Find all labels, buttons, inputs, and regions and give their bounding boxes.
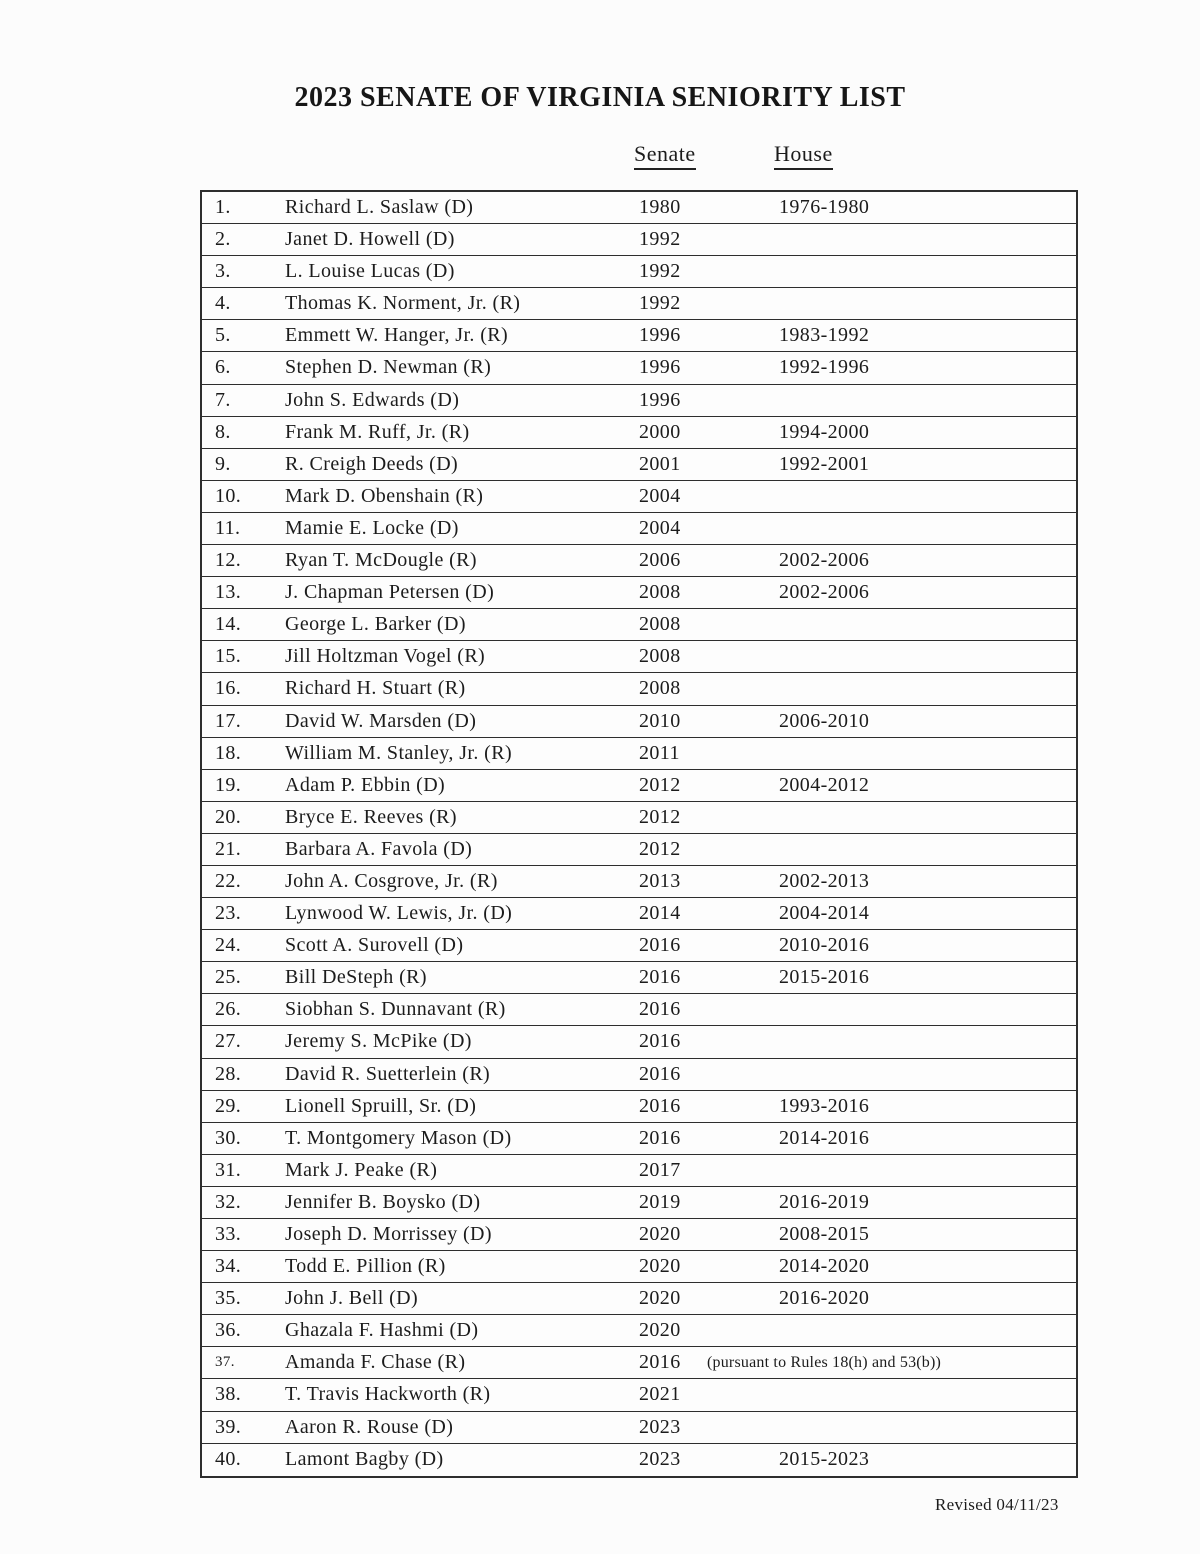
senator-name: Richard L. Saslaw (D) bbox=[285, 196, 474, 218]
house-years: 1992-1996 bbox=[779, 356, 870, 379]
page-title: 2023 SENATE OF VIRGINIA SENIORITY LIST bbox=[294, 82, 906, 113]
table-row bbox=[202, 1123, 1076, 1155]
senate-year: 1996 bbox=[639, 356, 681, 379]
senate-year: 1996 bbox=[639, 324, 681, 347]
senate-year: 2010 bbox=[639, 709, 681, 732]
row-number: 18. bbox=[215, 741, 242, 764]
senate-year: 2016 bbox=[639, 998, 681, 1021]
row-number: 19. bbox=[215, 773, 242, 796]
table-row bbox=[202, 738, 1076, 770]
senate-year: 2011 bbox=[639, 741, 680, 764]
row-number: 11. bbox=[215, 516, 241, 539]
table-row bbox=[202, 866, 1076, 898]
row-number: 21. bbox=[215, 837, 242, 860]
table-row bbox=[202, 1379, 1076, 1411]
table-row bbox=[202, 192, 1076, 224]
senator-name: Adam P. Ebbin (D) bbox=[285, 773, 446, 796]
senate-year: 2001 bbox=[639, 452, 681, 475]
row-number: 3. bbox=[215, 260, 231, 283]
house-years: 2006-2010 bbox=[779, 709, 870, 732]
row-number: 27. bbox=[215, 1030, 242, 1053]
row-number: 35. bbox=[215, 1287, 242, 1310]
revision-date: Revised 04/11/23 bbox=[935, 1495, 1059, 1514]
house-years: 1992-2001 bbox=[779, 452, 870, 475]
senator-name: J. Chapman Petersen (D) bbox=[285, 581, 495, 604]
senate-year: 2004 bbox=[639, 484, 681, 507]
row-number: 22. bbox=[215, 869, 242, 892]
senate-year: 2012 bbox=[639, 837, 681, 860]
senate-year: 1992 bbox=[639, 292, 681, 315]
table-row bbox=[202, 1155, 1076, 1187]
table-row bbox=[202, 256, 1076, 288]
senator-name: John J. Bell (D) bbox=[285, 1287, 419, 1310]
rules-note: (pursuant to Rules 18(h) and 53(b)) bbox=[707, 1354, 942, 1372]
senate-year: 2008 bbox=[639, 677, 681, 700]
senator-name: David W. Marsden (D) bbox=[285, 709, 477, 732]
row-number: 15. bbox=[215, 645, 242, 668]
table-row bbox=[202, 513, 1076, 545]
table-row bbox=[202, 962, 1076, 994]
senator-name: Thomas K. Norment, Jr. (R) bbox=[285, 292, 521, 315]
senator-name: L. Louise Lucas (D) bbox=[285, 260, 455, 283]
senate-year: 2020 bbox=[639, 1319, 681, 1342]
house-years: 1976-1980 bbox=[779, 196, 870, 218]
table-row bbox=[202, 930, 1076, 962]
table-row bbox=[202, 1251, 1076, 1283]
senator-name: Barbara A. Favola (D) bbox=[285, 837, 473, 860]
senator-name: T. Travis Hackworth (R) bbox=[285, 1383, 491, 1406]
senator-name: Mark J. Peake (R) bbox=[285, 1158, 438, 1181]
senate-year: 2016 bbox=[639, 1351, 681, 1374]
senator-name: Bill DeSteph (R) bbox=[285, 966, 427, 989]
senate-year: 2014 bbox=[639, 902, 681, 925]
table-row bbox=[202, 481, 1076, 513]
table-row bbox=[202, 1026, 1076, 1058]
row-number: 37. bbox=[215, 1354, 235, 1371]
house-years: 2016-2020 bbox=[779, 1287, 870, 1310]
row-number: 4. bbox=[215, 292, 231, 315]
column-headers bbox=[0, 141, 1200, 177]
senate-year: 2000 bbox=[639, 420, 681, 443]
row-number: 39. bbox=[215, 1415, 242, 1438]
house-years: 2008-2015 bbox=[779, 1223, 870, 1245]
row-number: 34. bbox=[215, 1255, 242, 1278]
senate-year: 2020 bbox=[639, 1287, 681, 1310]
house-years: 2002-2006 bbox=[779, 581, 870, 604]
senate-year: 2016 bbox=[639, 1062, 681, 1085]
senator-name: Scott A. Surovell (D) bbox=[285, 934, 464, 957]
senator-name: Jennifer B. Boysko (D) bbox=[285, 1190, 481, 1213]
senator-name: David R. Suetterlein (R) bbox=[285, 1062, 491, 1085]
row-number: 20. bbox=[215, 805, 242, 828]
row-number: 31. bbox=[215, 1158, 242, 1181]
table-row bbox=[202, 449, 1076, 481]
table-row bbox=[202, 706, 1076, 738]
senator-name: William M. Stanley, Jr. (R) bbox=[285, 741, 513, 764]
senator-name: Amanda F. Chase (R) bbox=[285, 1351, 466, 1374]
table-row bbox=[202, 1283, 1076, 1315]
senator-name: Stephen D. Newman (R) bbox=[285, 356, 492, 379]
senate-year: 2020 bbox=[639, 1255, 681, 1278]
row-number: 7. bbox=[215, 388, 231, 411]
table-row bbox=[202, 1219, 1076, 1251]
table-row bbox=[202, 898, 1076, 930]
senator-name: George L. Barker (D) bbox=[285, 613, 466, 636]
senator-name: Siobhan S. Dunnavant (R) bbox=[285, 998, 506, 1021]
house-years: 2004-2014 bbox=[779, 902, 870, 925]
house-years: 2015-2016 bbox=[779, 966, 870, 989]
table-row bbox=[202, 673, 1076, 705]
senate-year: 2023 bbox=[639, 1447, 681, 1470]
senate-year: 2008 bbox=[639, 645, 681, 668]
senate-year: 2016 bbox=[639, 1094, 681, 1117]
senator-name: Todd E. Pillion (R) bbox=[285, 1255, 446, 1278]
senate-year: 2019 bbox=[639, 1190, 681, 1213]
senator-name: R. Creigh Deeds (D) bbox=[285, 452, 459, 475]
table-row bbox=[202, 288, 1076, 320]
house-years: 2002-2006 bbox=[779, 549, 870, 572]
table-row bbox=[202, 1091, 1076, 1123]
senator-name: Lynwood W. Lewis, Jr. (D) bbox=[285, 902, 513, 925]
senator-name: Lionell Spruill, Sr. (D) bbox=[285, 1094, 477, 1117]
senate-year: 2004 bbox=[639, 516, 681, 539]
row-number: 16. bbox=[215, 677, 242, 700]
senator-name: Joseph D. Morrissey (D) bbox=[285, 1223, 492, 1245]
house-years: 1983-1992 bbox=[779, 324, 870, 347]
senate-year: 1996 bbox=[639, 388, 681, 411]
senator-name: Mamie E. Locke (D) bbox=[285, 516, 459, 539]
senate-year: 2020 bbox=[639, 1223, 681, 1245]
row-number: 10. bbox=[215, 484, 242, 507]
senator-name: John S. Edwards (D) bbox=[285, 388, 460, 411]
senator-name: Jeremy S. McPike (D) bbox=[285, 1030, 472, 1053]
table-row bbox=[202, 1315, 1076, 1347]
row-number: 5. bbox=[215, 324, 231, 347]
senate-year: 2023 bbox=[639, 1415, 681, 1438]
table-row bbox=[202, 1347, 1076, 1379]
senator-name: Aaron R. Rouse (D) bbox=[285, 1415, 454, 1438]
row-number: 1. bbox=[215, 196, 231, 218]
table-row bbox=[202, 1412, 1076, 1444]
senator-name: Janet D. Howell (D) bbox=[285, 228, 455, 251]
seniority-table bbox=[200, 190, 1078, 1478]
table-row bbox=[202, 802, 1076, 834]
senate-year: 2017 bbox=[639, 1158, 681, 1181]
house-years: 2014-2020 bbox=[779, 1255, 870, 1278]
row-number: 17. bbox=[215, 709, 242, 732]
table-row bbox=[202, 609, 1076, 641]
senate-year: 2016 bbox=[639, 934, 681, 957]
table-row bbox=[202, 385, 1076, 417]
senate-year: 1992 bbox=[639, 260, 681, 283]
table-row bbox=[202, 545, 1076, 577]
senate-year: 2006 bbox=[639, 549, 681, 572]
senator-name: Richard H. Stuart (R) bbox=[285, 677, 466, 700]
table-row bbox=[202, 1059, 1076, 1091]
senator-name: Ryan T. McDougle (R) bbox=[285, 549, 477, 572]
row-number: 30. bbox=[215, 1126, 242, 1149]
senate-year: 1980 bbox=[639, 196, 681, 218]
senator-name: Jill Holtzman Vogel (R) bbox=[285, 645, 486, 668]
table-row bbox=[202, 994, 1076, 1026]
table-row bbox=[202, 770, 1076, 802]
house-years: 2002-2013 bbox=[779, 869, 870, 892]
house-years: 1994-2000 bbox=[779, 420, 870, 443]
row-number: 8. bbox=[215, 420, 231, 443]
table-row bbox=[202, 352, 1076, 384]
senate-year: 2012 bbox=[639, 805, 681, 828]
row-number: 36. bbox=[215, 1319, 242, 1342]
senator-name: Frank M. Ruff, Jr. (R) bbox=[285, 420, 470, 443]
row-number: 24. bbox=[215, 934, 242, 957]
row-number: 33. bbox=[215, 1223, 242, 1245]
row-number: 29. bbox=[215, 1094, 242, 1117]
row-number: 13. bbox=[215, 581, 242, 604]
row-number: 28. bbox=[215, 1062, 242, 1085]
row-number: 32. bbox=[215, 1190, 242, 1213]
table-row bbox=[202, 320, 1076, 352]
row-number: 25. bbox=[215, 966, 242, 989]
house-years: 2014-2016 bbox=[779, 1126, 870, 1149]
senate-year: 2021 bbox=[639, 1383, 681, 1406]
senator-name: Lamont Bagby (D) bbox=[285, 1447, 444, 1470]
senate-year: 1992 bbox=[639, 228, 681, 251]
table-row bbox=[202, 1187, 1076, 1219]
table-row bbox=[202, 224, 1076, 256]
senator-name: John A. Cosgrove, Jr. (R) bbox=[285, 869, 498, 892]
house-years: 2015-2023 bbox=[779, 1447, 870, 1470]
senator-name: Ghazala F. Hashmi (D) bbox=[285, 1319, 479, 1342]
row-number: 23. bbox=[215, 902, 242, 925]
senator-name: T. Montgomery Mason (D) bbox=[285, 1126, 512, 1149]
house-years: 1993-2016 bbox=[779, 1094, 870, 1117]
table-row bbox=[202, 1444, 1076, 1476]
house-years: 2016-2019 bbox=[779, 1190, 870, 1213]
row-number: 6. bbox=[215, 356, 231, 379]
senate-year: 2008 bbox=[639, 581, 681, 604]
row-number: 2. bbox=[215, 228, 231, 251]
table-row bbox=[202, 834, 1076, 866]
row-number: 12. bbox=[215, 549, 242, 572]
column-header-house: House bbox=[774, 141, 833, 170]
row-number: 26. bbox=[215, 998, 242, 1021]
senate-year: 2016 bbox=[639, 1126, 681, 1149]
senator-name: Mark D. Obenshain (R) bbox=[285, 484, 484, 507]
row-number: 14. bbox=[215, 613, 242, 636]
senate-year: 2012 bbox=[639, 773, 681, 796]
senate-year: 2016 bbox=[639, 1030, 681, 1053]
senate-year: 2016 bbox=[639, 966, 681, 989]
table-row bbox=[202, 417, 1076, 449]
house-years: 2004-2012 bbox=[779, 773, 870, 796]
row-number: 9. bbox=[215, 452, 231, 475]
column-header-senate: Senate bbox=[634, 141, 696, 170]
table-row bbox=[202, 577, 1076, 609]
row-number: 38. bbox=[215, 1383, 242, 1406]
senator-name: Emmett W. Hanger, Jr. (R) bbox=[285, 324, 509, 347]
row-number: 40. bbox=[215, 1447, 242, 1470]
senator-name: Bryce E. Reeves (R) bbox=[285, 805, 457, 828]
senate-year: 2013 bbox=[639, 869, 681, 892]
table-row bbox=[202, 641, 1076, 673]
house-years: 2010-2016 bbox=[779, 934, 870, 957]
senate-year: 2008 bbox=[639, 613, 681, 636]
